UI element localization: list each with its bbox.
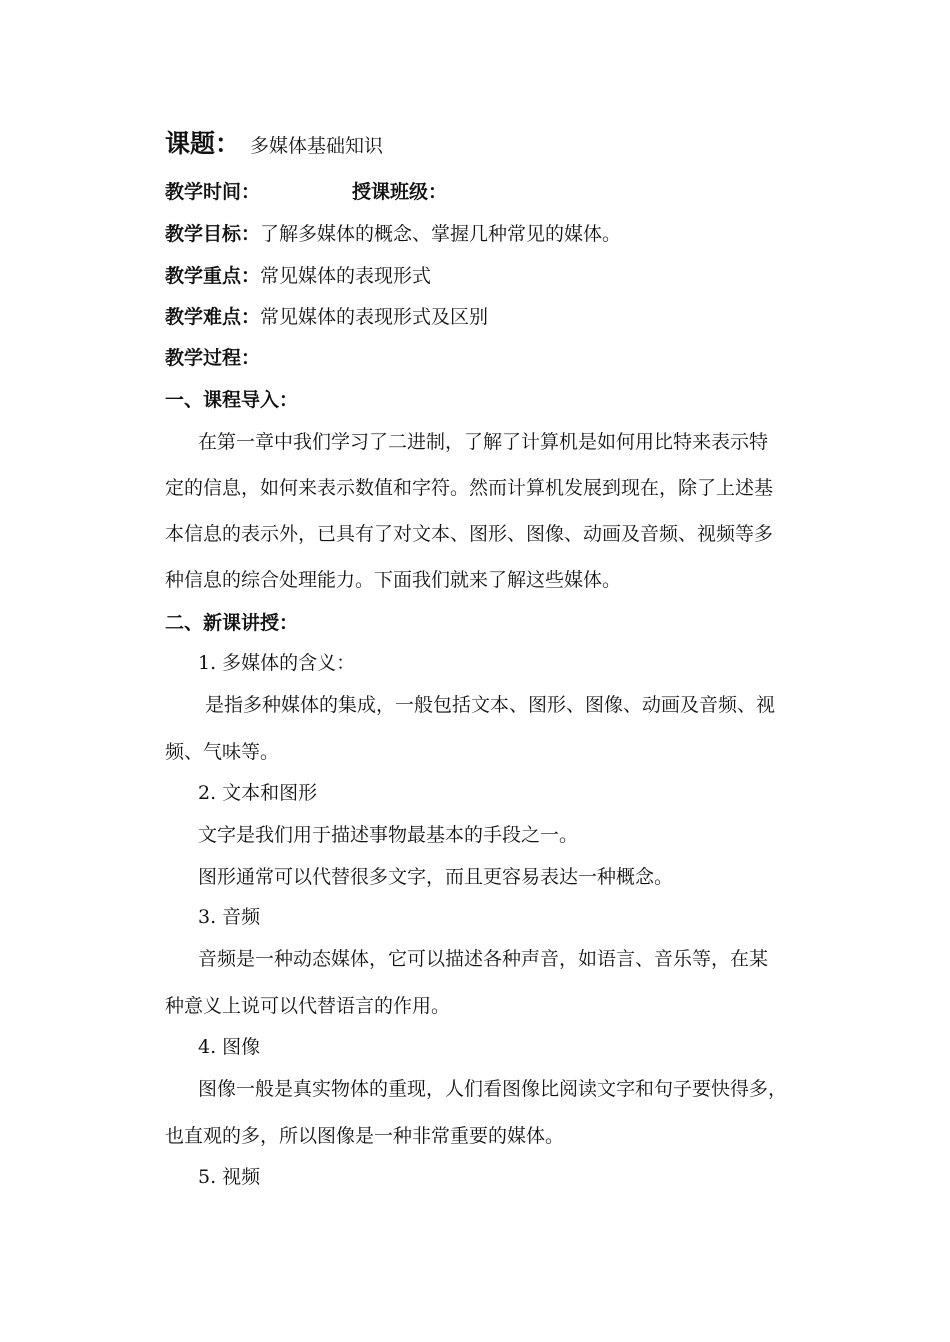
intro-line-4: 种信息的综合处理能力。下面我们就来了解这些媒体。 <box>165 569 622 591</box>
focus-label: 教学重点： <box>165 265 261 287</box>
item3-heading: 3. 音频 <box>198 906 261 928</box>
item4-heading: 4. 图像 <box>198 1036 261 1058</box>
focus-text: 常见媒体的表现形式 <box>260 265 432 287</box>
intro-line-2: 定的信息，如何来表示数值和字符。然而计算机发展到现在，除了上述基 <box>165 477 774 499</box>
difficulty-label: 教学难点： <box>165 306 261 328</box>
goal-label: 教学目标： <box>165 223 261 245</box>
item3-line-1: 音频是一种动态媒体，它可以描述各种声音，如语言、音乐等，在某 <box>198 948 769 970</box>
process-label: 教学过程： <box>165 347 261 369</box>
item2-heading: 2. 文本和图形 <box>198 782 318 804</box>
goal-row <box>165 222 621 246</box>
item5-heading: 5. 视频 <box>198 1166 261 1188</box>
schedule-row <box>165 180 447 204</box>
item1-line-2: 频、气味等。 <box>165 741 280 763</box>
item4-line-1: 图像一般是真实物体的重现，人们看图像比阅读文字和句子要快得多， <box>198 1078 788 1100</box>
new-lesson-heading: 二、新课讲授： <box>165 612 299 634</box>
title-value: 多媒体基础知识 <box>250 135 384 157</box>
class-label: 授课班级： <box>352 181 448 203</box>
focus-row <box>165 264 431 288</box>
intro-heading: 一、课程导入： <box>165 389 299 411</box>
lesson-title <box>165 129 384 158</box>
item3-line-2: 种意义上说可以代替语言的作用。 <box>165 995 451 1017</box>
item1-line-1: 是指多种媒体的集成，一般包括文本、图形、图像、动画及音频、视 <box>205 694 776 716</box>
item2-line-1: 文字是我们用于描述事物最基本的手段之一。 <box>198 824 579 846</box>
item1-heading: 1. 多媒体的含义： <box>198 652 356 674</box>
difficulty-text: 常见媒体的表现形式及区别 <box>260 306 489 328</box>
item2-line-2: 图形通常可以代替很多文字，而且更容易表达一种概念。 <box>198 866 674 888</box>
time-label: 教学时间： <box>165 181 261 203</box>
intro-line-3: 本信息的表示外，已具有了对文本、图形、图像、动画及音频、视频等多 <box>165 523 774 545</box>
item4-line-2: 也直观的多，所以图像是一种非常重要的媒体。 <box>165 1125 565 1147</box>
title-label: 课题： <box>165 129 241 158</box>
intro-line-1: 在第一章中我们学习了二进制，了解了计算机是如何用比特来表示特 <box>198 431 769 453</box>
difficulty-row <box>165 305 488 329</box>
goal-text: 了解多媒体的概念、掌握几种常见的媒体。 <box>260 223 622 245</box>
